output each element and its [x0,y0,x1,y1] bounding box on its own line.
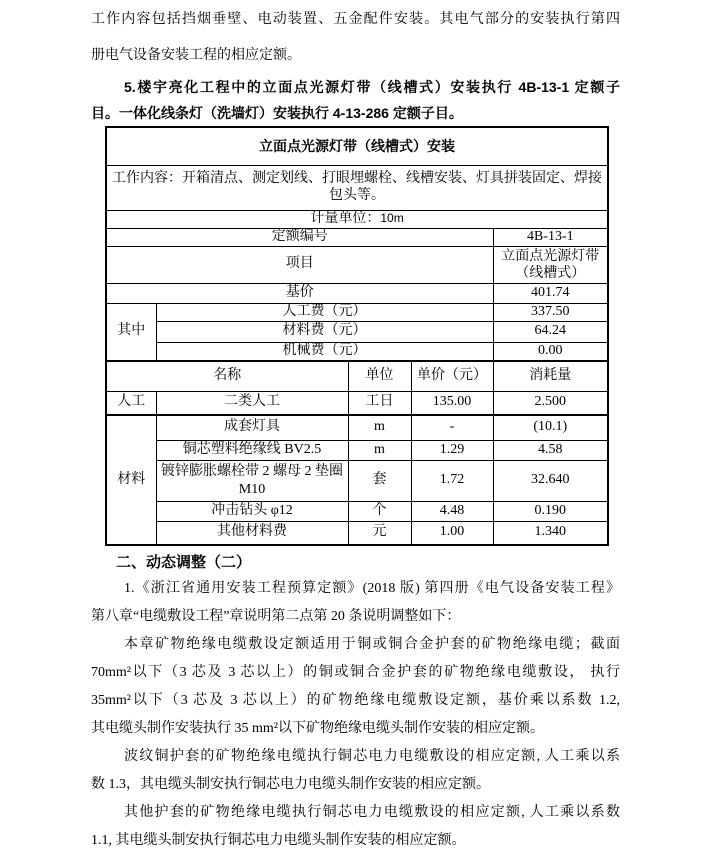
section-heading: 二、动态调整（二） [116,554,252,571]
para-line: 其电缆头制作安装执行 35 mm²以下矿物绝缘电缆头制作安装的相应定额。 [91,721,544,736]
material-qty-cell: 4.58 [493,440,608,460]
col-header-price: 单价（元） [411,361,493,391]
labor-name-cell: 二类人工 [156,391,348,415]
para-line: 第八章“电缆敷设工程”章说明第二点第 20 条说明调整如下： [91,609,461,624]
material-qty-cell: (10.1) [493,415,608,440]
para-line: 数 1.3，其电缆头制安执行铜芯电力电缆头制作安装的相应定额。 [91,777,490,792]
col-header-unit: 单位 [348,361,411,391]
para-line: 1.《浙江省通用安装工程预算定额》(2018 版) 第四册《电气设备安装工程》 [124,581,620,596]
labor-qty-cell: 2.500 [493,391,608,415]
material-price-cell: 1.72 [411,460,493,501]
col-header-name: 名称 [106,361,348,391]
material-price-cell: - [411,415,493,440]
adjustment-paragraph-2 [91,631,620,743]
material-qty-cell: 1.340 [493,521,608,545]
table-row-labor [106,391,608,415]
para-line: 波纹铜护套的矿物绝缘电缆执行铜芯电力电缆敷设的相应定额, 人工乘以系 [124,749,620,764]
table-title: 立面点光源灯带（线槽式）安装 [106,127,608,165]
material-fee-value-cell: 64.24 [493,321,608,342]
material-name-cell: 成套灯具 [156,415,348,440]
table-row-material-1 [106,415,608,440]
labor-fee-value-cell: 337.50 [493,303,608,321]
material-unit-cell: 个 [348,501,411,521]
table-row-material-4 [106,501,608,521]
item5-paragraph [91,74,620,126]
quota-code-label-cell: 定额编号 [106,228,493,246]
table-row-material-2 [106,440,608,460]
intro-line-1: 工作内容包括挡烟垂壁、电动装置、五金配件安装。其电气部分的安装执行第四 [91,12,620,27]
item5-line-1: 5.楼宇亮化工程中的立面点光源灯带（线槽式）安装执行 4B-13-1 定额子 [124,79,620,95]
material-unit-cell: m [348,440,411,460]
work-content-cell: 工作内容：开箱清点、测定划线、打眼埋螺栓、线槽安装、灯具拼装固定、焊接包头等。 [106,165,608,210]
measure-unit-cell [106,210,608,228]
material-unit-cell: 套 [348,460,411,501]
project-value-cell [493,246,608,283]
quota-table [105,126,609,546]
adjustment-paragraph-1 [91,575,620,631]
adjustment-paragraph-4 [91,799,620,855]
para-line: 1.1, 其电缆头制安执行铜芯电力电缆头制作安装的相应定额。 [91,833,466,848]
labor-price-cell: 135.00 [411,391,493,415]
material-unit-cell: 元 [348,521,411,545]
col-header-qty: 消耗量 [493,361,608,391]
project-value-line-2: （线槽式） [515,265,586,281]
material-fee-label-cell: 材料费（元） [156,321,493,342]
table-row-material-5 [106,521,608,545]
labor-group-cell: 人工 [106,391,156,415]
labor-fee-label-cell: 人工费（元） [156,303,493,321]
material-group-cell: 材料 [106,415,156,545]
project-label-cell: 项目 [106,246,493,283]
para-line: 70mm²以下（3 芯及 3 芯以上）的铜或铜合金护套的矿物绝缘电缆敷设， 执行 [91,665,620,680]
project-value-line-1: 立面点光源灯带 [501,248,600,264]
para-line: 本章矿物绝缘电缆敷设定额适用于铜或铜合金护套的矿物绝缘电缆；截面 [124,637,620,652]
table-row-material-3 [106,460,608,501]
base-price-value-cell: 401.74 [493,283,608,303]
para-line: 35mm²以下（3 芯及 3 芯以上）的矿物绝缘电缆敷设定额，基价乘以系数 1.2, [91,693,620,708]
item5-line-2: 目。一体化线条灯（洗墙灯）安装执行 4-13-286 定额子目。 [91,105,463,121]
measure-unit-value: 10m [380,210,404,225]
material-price-cell: 1.00 [411,521,493,545]
material-unit-cell: m [348,415,411,440]
material-name-cell: 其他材料费 [156,521,348,545]
material-qty-cell: 32.640 [493,460,608,501]
base-price-label-cell: 基价 [106,283,493,303]
quota-code-value-cell: 4B-13-1 [493,228,608,246]
material-price-cell: 4.48 [411,501,493,521]
intro-paragraph [91,2,620,74]
para-line: 其他护套的矿物绝缘电缆执行铜芯电力电缆敷设的相应定额, 人工乘以系数 [124,805,620,820]
material-price-cell: 1.29 [411,440,493,460]
labor-unit-cell: 工日 [348,391,411,415]
material-qty-cell: 0.190 [493,501,608,521]
machine-fee-label-cell: 机械费（元） [156,342,493,361]
material-name-cell: 铜芯塑料绝缘线 BV2.5 [156,440,348,460]
among-group-cell: 其中 [106,303,156,361]
adjustment-paragraph-3 [91,743,620,799]
intro-line-2: 册电气设备安装工程的相应定额。 [91,48,301,63]
material-name-cell: 冲击钻头 φ12 [156,501,348,521]
machine-fee-value-cell: 0.00 [493,342,608,361]
material-name-cell: 镀锌膨胀螺栓带 2 螺母 2 垫圈 M10 [156,460,348,501]
measure-unit-label: 计量单位： [310,210,381,226]
